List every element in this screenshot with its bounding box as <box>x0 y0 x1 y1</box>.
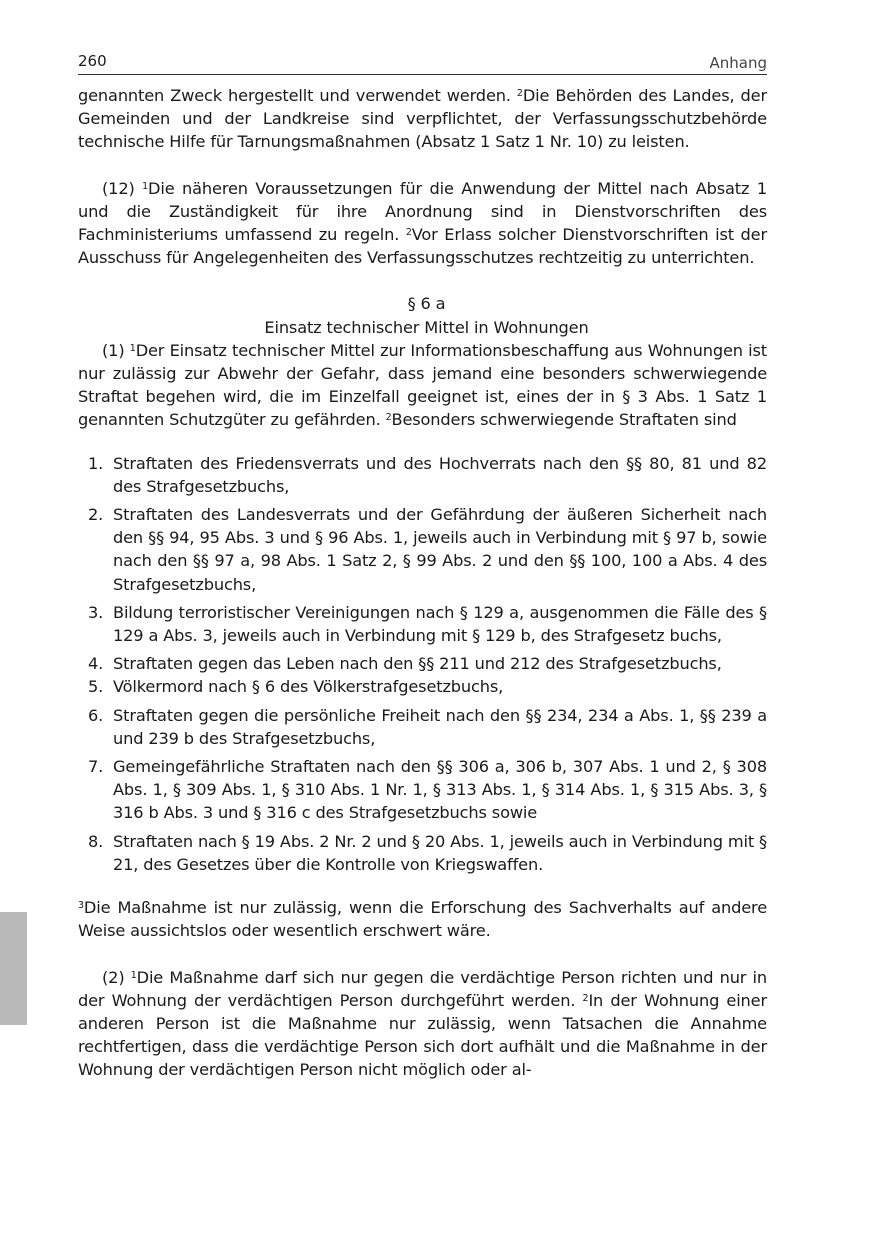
paragraph-12: (12) $^1$Die näheren Voraussetzungen für die Anwendung der Mittel nach Absatz 1 und die Zuständigkeit für ihre Anordnung sind in Dienstvorschriften des Fachministeriums umfassend zu regeln. $^2$Vor Erlass solcher Dienstvorschriften ist der Ausschuss für Angelegenheiten des Verfassungsschutzes rechtzeitig zu unterrichten. <box>78 178 767 268</box>
offense-list <box>78 452 767 876</box>
list-item <box>78 601 767 647</box>
list-item-text: Straftaten des Friedensverrats und des Hochverrats nach den §§ 80, 81 und 82 des Strafgesetzbuchs, <box>113 453 767 496</box>
list-item-number: 5. <box>88 677 104 697</box>
list-item <box>78 675 767 698</box>
paragraph-2: (2) $^1$Die Maßnahme darf sich nur gegen die verdächtige Person richten und nur in der Wohnung der verdächtigen Person durchgeführt werden. $^2$In der Wohnung einer anderen Person ist die Maßnahme nur zulässig, wenn Tatsachen die Annahme rechtfertigen, dass die verdächtige Person sich dort aufhält und die Maßnahme in der Wohnung der verdächtigen Person nicht möglich oder al- <box>78 967 767 1080</box>
paragraph-continuation: genannten Zweck hergestellt und verwendet werden. $^2$Die Behörden des Landes, der Gemeinden und der Landkreise sind verpflichtet, der Verfassungsschutzbehörde technische Hilfe für Tarnungsmaßnahmen (Absatz 1 Satz 1 Nr. 10) zu leisten. <box>78 86 767 152</box>
page-header <box>78 50 767 75</box>
thumb-index-tab <box>0 912 27 1025</box>
list-item-text: Straftaten gegen die persönliche Freiheit nach den §§ 234, 234 a Abs. 1, §§ 239 a und 239 b des Strafgesetzbuchs, <box>113 705 767 748</box>
list-item-number: 2. <box>88 505 104 525</box>
list-item-text: Straftaten des Landesverrats und der Gefährdung der äußeren Sicherheit nach den §§ 94, 95 Abs. 3 und § 96 Abs. 1, jeweils auch in Verbindung mit § 97 b, sowie nach den §§ 97 a, 98 Abs. 1 Satz 2, § 99 Abs. 2 und den §§ 100, 100 a Abs. 4 des Strafgesetzbuchs, <box>113 505 767 594</box>
sentence-number: 2 <box>385 412 392 424</box>
running-head: Anhang <box>709 54 767 72</box>
section-number: § 6 a <box>407 294 446 314</box>
sentence-number: 1 <box>129 342 136 354</box>
paragraph-1: (1) $^1$Der Einsatz technischer Mittel zur Informationsbeschaffung aus Wohnungen ist nur zulässig zur Abwehr der Gefahr, dass jemand eine besonders schwerwiegende Straftat begehen wird, die im Einzelfall geeignet ist, eines der in § 3 Abs. 1 Satz 1 genannten Schutzgüter zu gefährden. $^2$Besonders schwerwiegende Straftaten sind <box>78 340 767 430</box>
paragraph-label: (2) <box>102 967 131 987</box>
list-item <box>78 704 767 750</box>
sentence-number: 2 <box>582 992 589 1004</box>
sentence-number: 1 <box>142 180 149 192</box>
list-item <box>78 503 767 596</box>
list-item-number: 1. <box>88 453 104 473</box>
sentence-number: 1 <box>130 969 137 981</box>
sentence-number: 2 <box>405 227 412 239</box>
page-number: 260 <box>78 52 107 70</box>
section-title: Einsatz technischer Mittel in Wohnungen <box>264 317 589 337</box>
list-item-text: Straftaten gegen das Leben nach den §§ 211 und 212 des Strafgesetzbuchs, <box>113 654 722 674</box>
sentence-number: 2 <box>516 88 523 99</box>
list-item <box>78 452 767 498</box>
list-item <box>78 755 767 825</box>
list-item <box>78 652 767 675</box>
list-item-number: 6. <box>88 705 104 725</box>
list-item-text: Bildung terroristischer Vereinigungen nach § 129 a, ausgenommen die Fälle des § 129 a Abs. 3, jeweils auch in Verbindung mit § 129 b, des Strafgesetz buchs, <box>113 602 767 646</box>
list-item-text: Gemeingefährliche Straftaten nach den §§ 306 a, 306 b, 307 Abs. 1 und 2, § 308 Abs. 1, § 309 Abs. 1, § 310 Abs. 1 Nr. 1, § 313 Abs. 1, § 314 Abs. 1, § 315 Abs. 3, § 316 b Abs. 3 und § 316 c des Strafgesetzbuchs sowie <box>113 757 767 823</box>
list-item-text: Straftaten nach § 19 Abs. 2 Nr. 2 und § 20 Abs. 1, jeweils auch in Verbindung mit § 21, des Gesetzes über die Kontrolle von Kriegswaffen. <box>113 831 767 874</box>
paragraph-list-conclusion: $^3$Die Maßnahme ist nur zulässig, wenn die Erforschung des Sachverhalts auf andere Weise aussichtslos oder wesentlich erschwert wäre. <box>78 898 767 941</box>
list-item-number: 8. <box>88 831 104 851</box>
paragraph-label: (12) <box>102 178 143 198</box>
list-item-text: Völkermord nach § 6 des Völkerstrafgesetzbuchs, <box>113 677 504 697</box>
list-item-number: 7. <box>88 757 104 777</box>
sentence-number: 3 <box>78 900 84 912</box>
paragraph-label: (1) <box>102 340 130 360</box>
list-item-number: 4. <box>88 654 104 674</box>
list-item-number: 3. <box>88 602 104 622</box>
page-body <box>78 84 767 1082</box>
list-item <box>78 830 767 876</box>
